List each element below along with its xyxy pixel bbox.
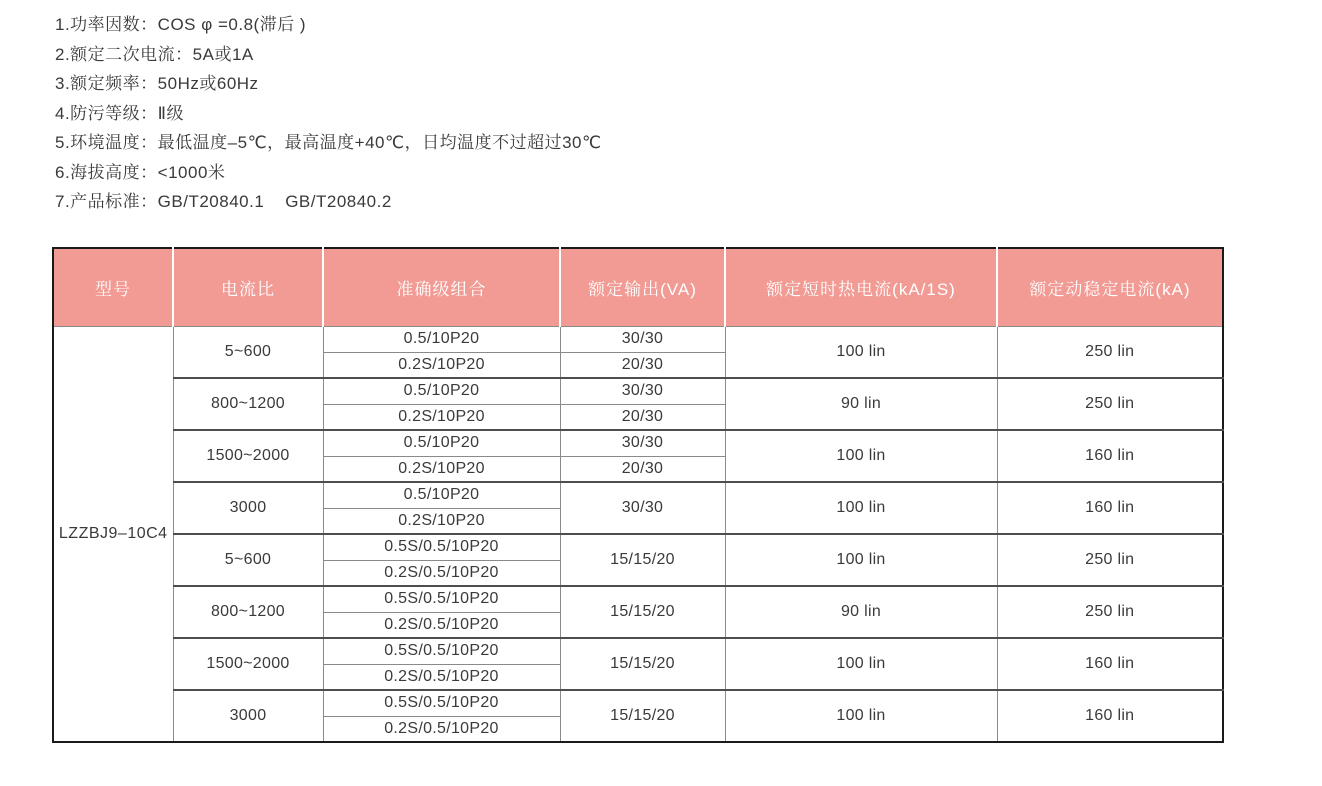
current-ratio-cell: 1500~2000 (173, 638, 323, 690)
current-ratio-cell: 5~600 (173, 534, 323, 586)
accuracy-combination-cell: 0.5S/0.5/10P20 (323, 690, 560, 716)
thermal-current-cell: 100 lin (725, 690, 997, 742)
thermal-current-cell: 100 lin (725, 326, 997, 378)
table-row (53, 690, 1223, 716)
thermal-current-cell: 100 lin (725, 430, 997, 482)
current-ratio-cell: 3000 (173, 482, 323, 534)
current-ratio-cell: 1500~2000 (173, 430, 323, 482)
note-power-factor: 1.功率因数：COS φ =0.8(滞后 ) (55, 15, 307, 34)
current-ratio-cell: 5~600 (173, 326, 323, 378)
accuracy-combination-cell: 0.2S/10P20 (323, 508, 560, 534)
dynamic-current-cell: 160 lin (997, 482, 1223, 534)
rated-output-cell: 30/30 (560, 378, 725, 404)
table-row (53, 586, 1223, 612)
accuracy-combination-cell: 0.5/10P20 (323, 378, 560, 404)
accuracy-combination-cell: 0.5S/0.5/10P20 (323, 534, 560, 560)
note-product-standard: 7.产品标准：GB/T20840.1 GB/T20840.2 (55, 192, 392, 211)
accuracy-combination-cell: 0.2S/0.5/10P20 (323, 716, 560, 742)
accuracy-combination-cell: 0.2S/0.5/10P20 (323, 612, 560, 638)
dynamic-current-cell: 250 lin (997, 534, 1223, 586)
note-altitude: 6.海拔高度：<1000米 (55, 162, 226, 182)
rated-output-cell: 30/30 (560, 326, 725, 352)
table-row (53, 534, 1223, 560)
accuracy-combination-cell: 0.2S/10P20 (323, 352, 560, 378)
thermal-current-cell: 100 lin (725, 638, 997, 690)
rated-output-cell: 15/15/20 (560, 638, 725, 690)
thermal-current-cell: 100 lin (725, 534, 997, 586)
accuracy-combination-cell: 0.2S/0.5/10P20 (323, 560, 560, 586)
accuracy-combination-cell: 0.2S/10P20 (323, 404, 560, 430)
accuracy-combination-cell: 0.2S/10P20 (323, 456, 560, 482)
dynamic-current-cell: 160 lin (997, 638, 1223, 690)
dynamic-current-cell: 250 lin (997, 586, 1223, 638)
note-ambient-temperature: 5.环境温度：最低温度–5℃，最高温度+40℃，日均温度不过超过30℃ (55, 133, 602, 152)
rated-output-cell: 30/30 (560, 430, 725, 456)
rated-output-cell: 15/15/20 (560, 534, 725, 586)
dynamic-current-cell: 160 lin (997, 690, 1223, 742)
table-row (53, 326, 1223, 352)
header-dynamic-stability-current: 额定动稳定电流(kA) (997, 248, 1223, 326)
header-accuracy-combination: 准确级组合 (323, 248, 560, 326)
thermal-current-cell: 90 lin (725, 586, 997, 638)
accuracy-combination-cell: 0.5/10P20 (323, 326, 560, 352)
table-row (53, 430, 1223, 456)
table-row (53, 482, 1223, 508)
accuracy-combination-cell: 0.5S/0.5/10P20 (323, 638, 560, 664)
rated-output-cell: 30/30 (560, 482, 725, 534)
model-cell: LZZBJ9–10C4 (53, 326, 173, 742)
table-row (53, 638, 1223, 664)
header-rated-output: 额定输出(VA) (560, 248, 725, 326)
thermal-current-cell: 100 lin (725, 482, 997, 534)
accuracy-combination-cell: 0.2S/0.5/10P20 (323, 664, 560, 690)
dynamic-current-cell: 250 lin (997, 326, 1223, 378)
dynamic-current-cell: 160 lin (997, 430, 1223, 482)
rated-output-cell: 15/15/20 (560, 690, 725, 742)
rated-output-cell: 20/30 (560, 404, 725, 430)
current-ratio-cell: 800~1200 (173, 586, 323, 638)
rated-output-cell: 15/15/20 (560, 586, 725, 638)
header-model: 型号 (53, 248, 173, 326)
accuracy-combination-cell: 0.5/10P20 (323, 430, 560, 456)
header-row (53, 248, 1223, 326)
spec-table-header (53, 248, 1223, 326)
dynamic-current-cell: 250 lin (997, 378, 1223, 430)
note-secondary-current: 2.额定二次电流：5A或1A (55, 44, 254, 64)
spec-table (52, 247, 1224, 743)
current-ratio-cell: 800~1200 (173, 378, 323, 430)
header-short-time-thermal-current: 额定短时热电流(kA/1S) (725, 248, 997, 326)
note-rated-frequency: 3.额定频率：50Hz或60Hz (55, 74, 259, 93)
note-pollution-class: 4.防污等级：Ⅱ级 (55, 103, 185, 123)
header-current-ratio: 电流比 (173, 248, 323, 326)
accuracy-combination-cell: 0.5S/0.5/10P20 (323, 586, 560, 612)
spec-notes-list (55, 10, 1155, 217)
current-ratio-cell: 3000 (173, 690, 323, 742)
rated-output-cell: 20/30 (560, 456, 725, 482)
accuracy-combination-cell: 0.5/10P20 (323, 482, 560, 508)
spec-table-body (53, 326, 1223, 742)
table-row (53, 378, 1223, 404)
thermal-current-cell: 90 lin (725, 378, 997, 430)
rated-output-cell: 20/30 (560, 352, 725, 378)
